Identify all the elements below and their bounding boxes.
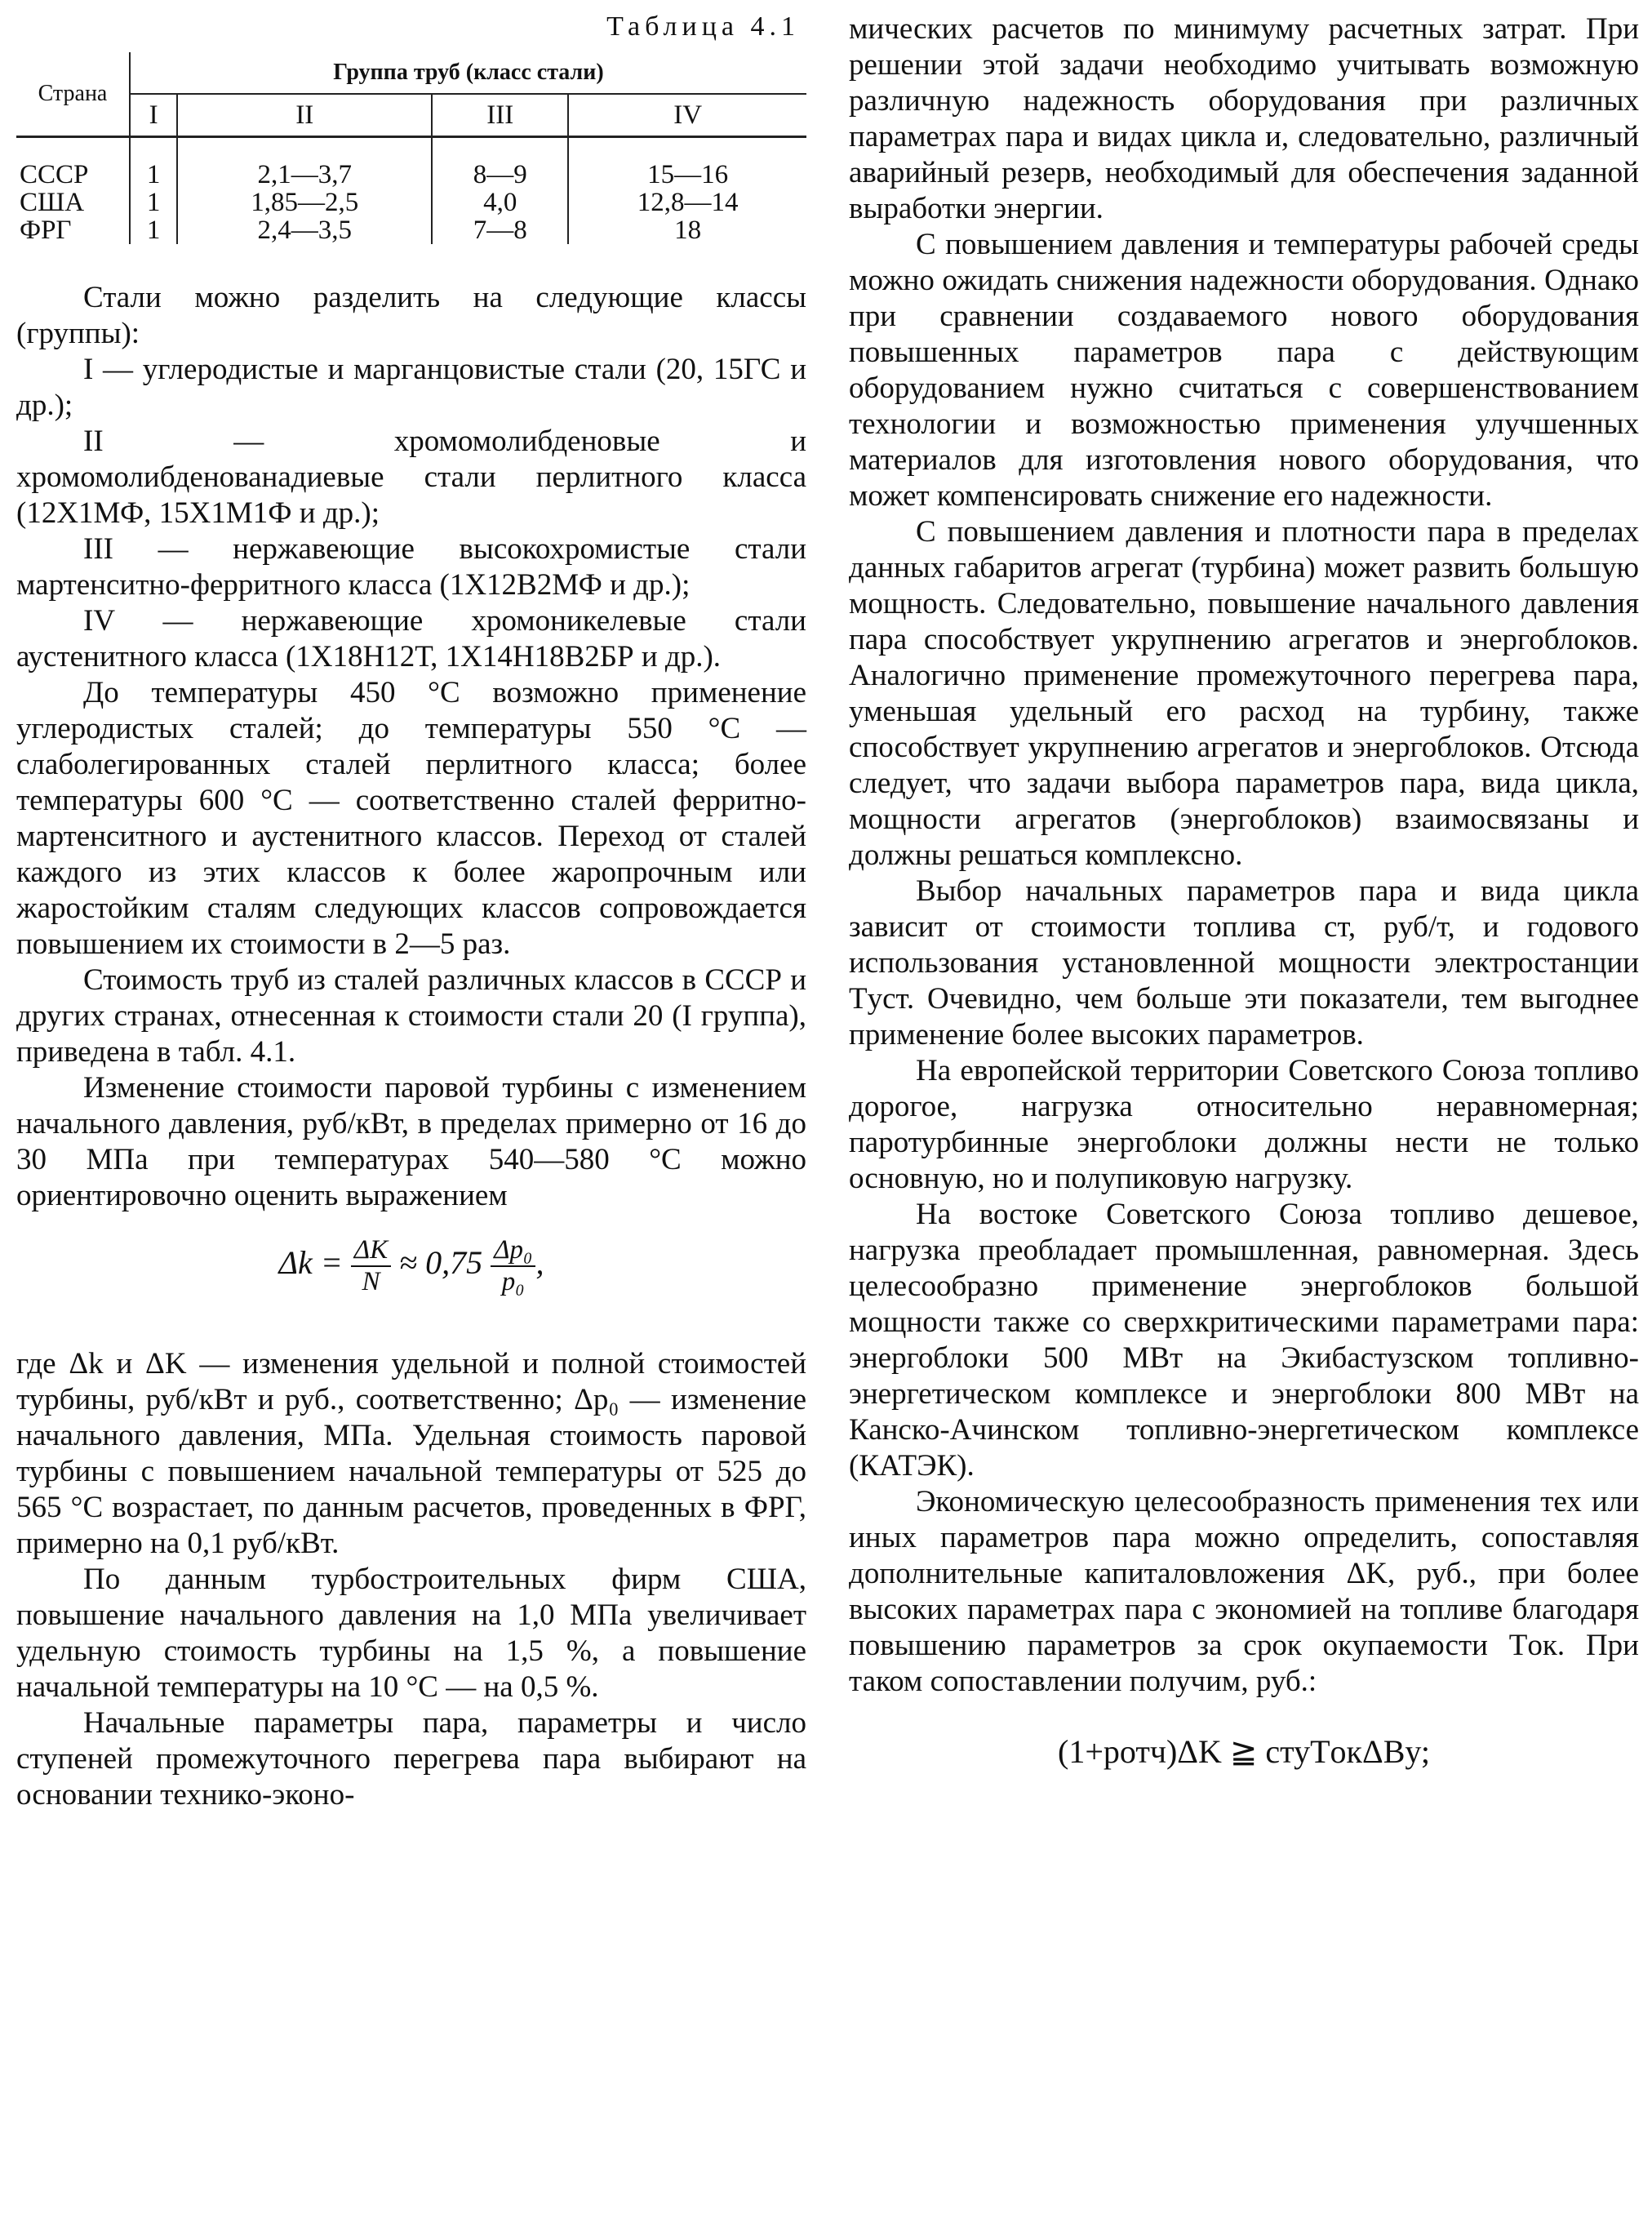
header-col-1: I	[130, 94, 177, 137]
header-group: Группа труб (класс стали)	[130, 52, 806, 94]
header-col-3: III	[432, 94, 568, 137]
row-country: ФРГ	[16, 216, 130, 244]
row-country: СССР	[16, 137, 130, 189]
paragraph: На востоке Советского Союза топливо дешевое, нагрузка преобладает промышленная, равномерная. Здесь целесообразно применение энергоблоков большой мощности также со сверхкритическими параметрами пара: энергоблоки 500 МВт на Экибастузском топливно-энергетическом комплексе и энергоблоки 800 МВт на Канско-Ачинском топливно-энергетическом комплексе (КАТЭК).	[849, 1198, 1639, 1483]
formula-fraction-1: $\frac{\Delta K}{N}$	[351, 1235, 391, 1297]
formula-approx: ≈ 0,75	[399, 1244, 483, 1282]
table-cell: 12,8—14	[637, 188, 739, 217]
paragraph: С повышением давления и температуры рабочей среды можно ожидать снижения надежности оборудования. Однако при сравнении создаваемого нового оборудования повышенных параметров пара с действующим оборудованием нужно считаться с совершенствованием технологии и возможностью применения улучшенных материалов для изготовления нового оборудования, что может компенсировать снижение его надежности.	[849, 228, 1639, 513]
table-cell: 8—9	[432, 137, 568, 189]
formula-payback: (1+pотч)ΔK ≧ cтуTокΔBу;	[1058, 1733, 1430, 1770]
paragraph: С повышением давления и плотности пара в пределах данных габаритов агрегат (турбина) может развить большую мощность. Следовательно, повышение начального давления пара способствует укрупнению агрегатов и энергоблоков. Аналогично применение промежуточного перегрева пара, уменьшая удельный его расход на турбину, также способствует укрупнению агрегатов и энергоблоков. Отсюда следует, что задачи выбора параметров пара, вида цикла, мощности агрегатов (энергоблоков) взаимосвязаны и должны решаться комплексно.	[849, 515, 1639, 872]
formula-fraction-2: $\frac{\text{Δp₀}}{\text{p₀}}$	[491, 1235, 535, 1297]
row-country: США	[16, 189, 130, 216]
table-row	[16, 189, 806, 216]
paragraph: На европейской территории Советского Союза топливо дорогое, нагрузка относительно неравномерная; паротурбинные энергоблоки должны нести не только основную, но и полупиковую нагрузку.	[849, 1054, 1639, 1195]
paragraph: До температуры 450 °С возможно применение углеродистых сталей; до температуры 550 °С — слаболегированных сталей перлитного класса; более температуры 600 °С — соответственно сталей ферритно-мартенситного и аустенитного классов. Переход от сталей каждого из этих классов к более жаропрочным или жаростойким сталям следующих классов сопровождается повышением их стоимости в 2—5 раз.	[16, 676, 806, 961]
paragraph: Экономическую целесообразность применения тех или иных параметров пара можно определить, сопоставляя дополнительные капиталовложения ΔK, руб., при более высоких параметрах пара с экономией на топливе благодаря повышению параметров за срок окупаемости Tок. При таком сопоставлении получим, руб.:	[849, 1485, 1639, 1698]
paragraph: мических расчетов по минимуму расчетных затрат. При решении этой задачи необходимо учитывать возможную различную надежность оборудования при различных параметрах пара и видах цикла и, следовательно, различный аварийный резерв, необходимый для обеспечения заданной выработки энергии.	[849, 12, 1639, 225]
table-cell: 2,4—3,5	[177, 216, 432, 244]
paragraph: Изменение стоимости паровой турбины с изменением начального давления, руб/кВт, в пределах примерно от 16 до 30 МПа при температурах 540—580 °С можно ориентировочно оценить выражением	[16, 1071, 806, 1212]
table-cell: 15—16	[647, 160, 729, 189]
paragraph: Стоимость труб из сталей различных классов в СССР и других странах, отнесенная к стоимости стали 20 (I группа), приведена в табл. 4.1.	[16, 963, 806, 1069]
table-row	[16, 137, 806, 189]
table-cell: 18	[674, 216, 702, 245]
paragraph: Выбор начальных параметров пара и вида цикла зависит от стоимости топлива cт, руб/т, и годового использования установленной мощности электростанции Tуст. Очевидно, чем больше эти показатели, тем выгоднее применение более высоких параметров.	[849, 874, 1639, 1051]
table-cell: 2,1—3,7	[177, 137, 432, 189]
paragraph: III — нержавеющие высокохромистые стали мартенситно-ферритного класса (1Х12В2МФ и др.);	[16, 532, 806, 602]
paragraph: где Δk и ΔK — изменения удельной и полной стоимостей турбины, руб/кВт и руб., соответственно; Δp₀ — изменение начального давления, МПа. Удельная стоимость паровой турбины с повышением начальной температуры от 525 до 565 °С возрастает, по данным расчетов, проведенных в ФРГ, примерно на 0,1 руб/кВт.	[16, 1347, 806, 1560]
paragraph: По данным турбостроительных фирм США, повышение начального давления на 1,0 МПа увеличивает удельную стоимость турбины на 1,5 %, а повышение начальной температуры на 10 °С — на 0,5 %.	[16, 1563, 806, 1704]
paragraph: I — углеродистые и марганцовистые стали (20, 15ГС и др.);	[16, 353, 806, 422]
table-row	[16, 216, 806, 244]
paragraph: Начальные параметры пара, параметры и число ступеней промежуточного перегрева пара выбирают на основании технико-эконо-	[16, 1706, 806, 1812]
table-cell: 1,85—2,5	[177, 189, 432, 216]
header-country: Страна	[16, 52, 130, 137]
table-cell: 1	[130, 137, 177, 189]
header-col-2: II	[177, 94, 432, 137]
table-cell: 7—8	[432, 216, 568, 244]
left-column	[16, 11, 806, 1813]
steel-cost-table	[16, 52, 806, 244]
right-column	[849, 11, 1639, 1771]
table-cell: 1	[130, 189, 177, 216]
table-caption: Таблица 4.1	[606, 11, 800, 42]
header-col-4: IV	[568, 94, 806, 137]
table-cell: 1	[130, 216, 177, 244]
table-cell: 4,0	[432, 189, 568, 216]
paragraph: Стали можно разделить на следующие классы (группы):	[16, 281, 806, 350]
formula-lhs: Δk =	[278, 1244, 343, 1282]
paragraph: II — хромомолибденовые и хромомолибденованадиевые стали перлитного класса (12Х1МФ, 15Х1М1Ф и др.);	[16, 425, 806, 530]
paragraph: IV — нержавеющие хромоникелевые стали аустенитного класса (1Х18Н12Т, 1Х14Н18В2БР и др.).	[16, 604, 806, 674]
formula-cost-change: Δk = $\frac{\Delta K}{N}$ ≈ 0,75 $\frac{\text{Δp₀}}{\text{p₀}}$ ,	[278, 1235, 544, 1296]
